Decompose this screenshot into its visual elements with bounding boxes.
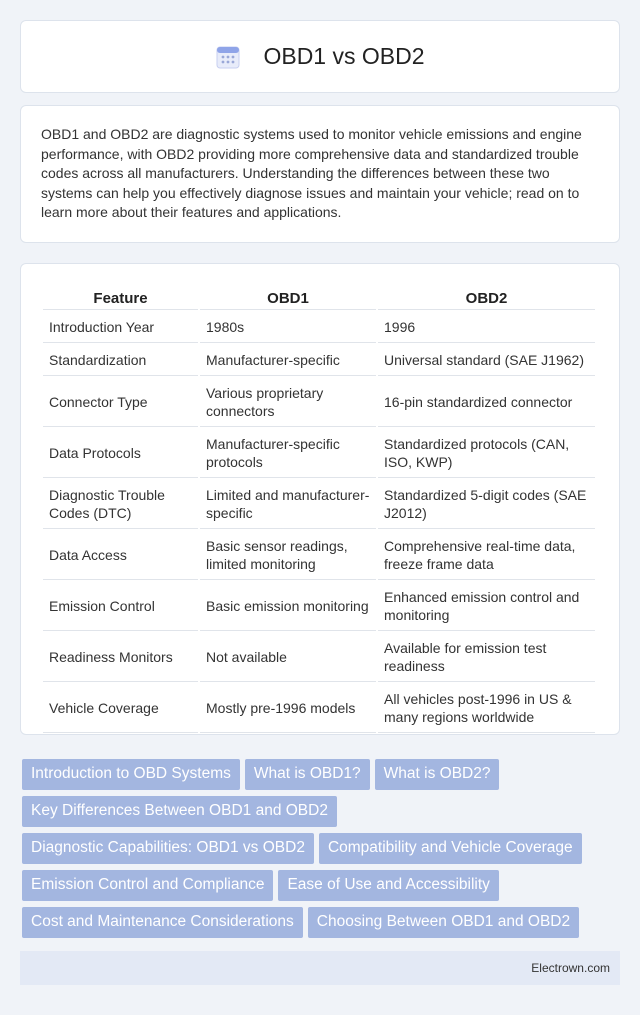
cell-obd1: Basic sensor readings, limited monitoring [200,531,376,580]
tag-choosing-between-obd1-and-obd2[interactable]: Choosing Between OBD1 and OBD2 [308,907,579,938]
tag-what-is-obd2[interactable]: What is OBD2? [375,759,500,790]
table-row [43,531,595,580]
header-feature: Feature [43,285,198,310]
tag-compatibility-and-vehicle-coverage[interactable]: Compatibility and Vehicle Coverage [319,833,582,864]
footer-brand[interactable]: Electrown.com [531,961,610,975]
table-row [43,633,595,682]
table-row [43,684,595,733]
tag-what-is-obd1[interactable]: What is OBD1? [245,759,370,790]
footer [20,951,620,985]
cell-obd1: Manufacturer-specific [200,345,376,376]
tag-key-differences[interactable]: Key Differences Between OBD1 and OBD2 [22,796,337,827]
cell-feature: Diagnostic Trouble Codes (DTC) [43,480,198,529]
cell-obd2: 1996 [378,312,595,343]
table-row [43,312,595,343]
title-card [20,20,620,93]
table-row [43,480,595,529]
intro-text: OBD1 and OBD2 are diagnostic systems used to monitor vehicle emissions and engine performance, with OBD2 providing more comprehensive data and standardized trouble codes across all manufacturers. Understanding the differences between these two systems can help you effectively diagnose issues and maintain your vehicle; read on to learn more about their features and applications. [41,126,582,221]
cell-feature: Introduction Year [43,312,198,343]
cell-obd2: Available for emission test readiness [378,633,595,682]
table-row [43,582,595,631]
cell-obd1: Limited and manufacturer-specific [200,480,376,529]
table-row [43,345,595,376]
cell-obd2: Universal standard (SAE J1962) [378,345,595,376]
cell-feature: Vehicle Coverage [43,684,198,733]
cell-obd2: Enhanced emission control and monitoring [378,582,595,631]
cell-feature: Connector Type [43,378,198,427]
header-obd2: OBD2 [378,285,595,310]
cell-feature: Data Access [43,531,198,580]
table-row [43,429,595,478]
cell-feature: Readiness Monitors [43,633,198,682]
cell-obd1: Manufacturer-specific protocols [200,429,376,478]
cell-obd2: 16-pin standardized connector [378,378,595,427]
cell-obd2: Comprehensive real-time data, freeze frame data [378,531,595,580]
tag-diagnostic-capabilities[interactable]: Diagnostic Capabilities: OBD1 vs OBD2 [22,833,314,864]
cell-obd1: Mostly pre-1996 models [200,684,376,733]
header-obd1: OBD1 [200,285,376,310]
tag-ease-of-use-and-accessibility[interactable]: Ease of Use and Accessibility [278,870,498,901]
cell-obd2: All vehicles post-1996 in US & many regions worldwide [378,684,595,733]
cell-feature: Emission Control [43,582,198,631]
cell-obd1: Various proprietary connectors [200,378,376,427]
cell-obd1: Basic emission monitoring [200,582,376,631]
calendar-grid-icon [215,44,241,70]
table-row [43,378,595,427]
cell-feature: Standardization [43,345,198,376]
cell-obd1: 1980s [200,312,376,343]
comparison-table [41,283,597,735]
topic-tags [22,759,622,944]
tag-emission-control-and-compliance[interactable]: Emission Control and Compliance [22,870,273,901]
cell-obd2: Standardized protocols (CAN, ISO, KWP) [378,429,595,478]
comparison-table-card [20,263,620,735]
cell-feature: Data Protocols [43,429,198,478]
table-header-row [43,285,595,310]
tag-cost-and-maintenance[interactable]: Cost and Maintenance Considerations [22,907,303,938]
cell-obd1: Not available [200,633,376,682]
tag-introduction-to-obd-systems[interactable]: Introduction to OBD Systems [22,759,240,790]
intro-card [20,105,620,243]
page-title: OBD1 vs OBD2 [263,43,425,69]
cell-obd2: Standardized 5-digit codes (SAE J2012) [378,480,595,529]
